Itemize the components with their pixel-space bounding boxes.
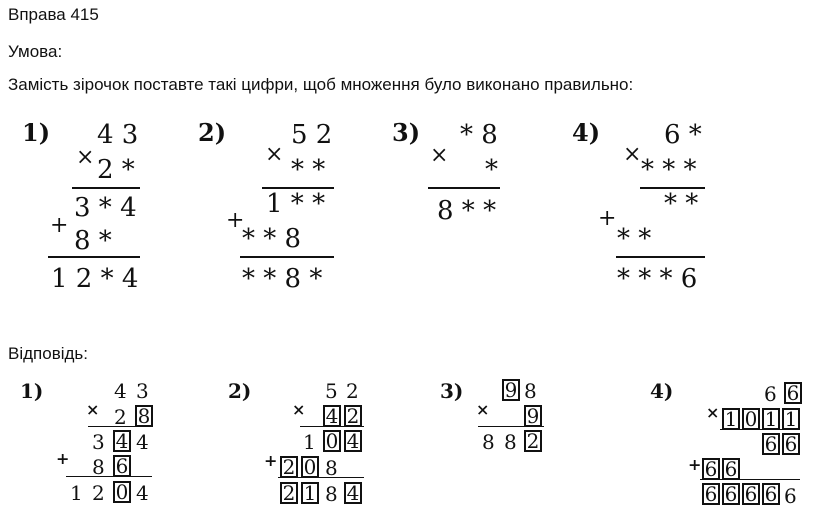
result-line <box>66 476 152 477</box>
given-digit: 5 <box>325 379 338 403</box>
plus-sign: + <box>56 449 70 468</box>
problem-row: 6 * <box>664 120 702 150</box>
multiply-sign: × <box>706 403 720 422</box>
filled-digit-box: 0 <box>301 456 319 478</box>
filled-digit-box: 8 <box>135 405 153 427</box>
problem-row: * * * 6 <box>617 264 698 294</box>
problem-number: 3) <box>392 118 421 147</box>
filled-digit-box: 6 <box>762 483 780 505</box>
plus-sign: + <box>50 213 69 238</box>
given-digit: 4 <box>136 481 149 505</box>
problem-number: 4) <box>572 118 601 147</box>
filled-digit-box: 9 <box>502 379 520 401</box>
given-digit: 8 <box>92 455 105 479</box>
plus-sign: + <box>598 206 617 231</box>
result-line <box>72 187 140 189</box>
plus-sign: + <box>226 208 245 233</box>
filled-digit-box: 1 <box>762 408 780 430</box>
filled-digit-box: 6 <box>722 458 740 480</box>
result-line <box>48 256 140 258</box>
multiply-sign: × <box>265 142 284 167</box>
plus-sign: + <box>688 455 702 474</box>
filled-digit-box: 4 <box>113 430 131 452</box>
filled-digit-box: 9 <box>524 405 542 427</box>
given-digit: 1 <box>303 430 316 454</box>
answer-number: 2) <box>228 379 252 403</box>
result-line <box>262 187 334 189</box>
filled-digit-box: 2 <box>280 456 298 478</box>
given-digit: 8 <box>504 430 517 454</box>
problem-row: 8 * * <box>437 196 497 226</box>
given-digit: 2 <box>114 405 127 429</box>
problem-row: * * * <box>641 155 697 185</box>
result-line <box>278 477 364 478</box>
filled-digit-box: 6 <box>702 483 720 505</box>
given-digit: 8 <box>524 379 537 403</box>
given-digit: 4 <box>114 379 127 403</box>
filled-digit-box: 6 <box>722 483 740 505</box>
given-digit: 4 <box>136 430 149 454</box>
given-digit: 6 <box>784 484 797 508</box>
problem-row: 1 * * <box>266 189 326 219</box>
problem-row: 3 * 4 <box>74 193 137 223</box>
answer-number: 1) <box>20 379 44 403</box>
problem-row: * * 8 <box>242 224 302 254</box>
multiply-sign: × <box>623 142 642 167</box>
multiply-sign: × <box>476 400 490 419</box>
filled-digit-box: 6 <box>782 433 800 455</box>
given-digit: 8 <box>482 430 495 454</box>
problem-row: * 8 <box>460 120 498 150</box>
filled-digit-box: 6 <box>762 433 780 455</box>
plus-sign: + <box>264 451 278 470</box>
filled-digit-box: 2 <box>280 482 298 504</box>
given-digit: 3 <box>136 379 149 403</box>
result-line <box>700 479 800 480</box>
given-digit: 3 <box>92 430 105 454</box>
problem-row: * <box>485 155 498 185</box>
filled-digit-box: 6 <box>742 483 760 505</box>
exercise-title: Вправа 415 <box>8 5 99 24</box>
result-line <box>428 187 500 189</box>
problem-row: 5 2 <box>291 120 333 150</box>
answer-number: 4) <box>650 379 674 403</box>
filled-digit-box: 6 <box>702 458 720 480</box>
given-digit: 8 <box>325 482 338 506</box>
given-digit: 6 <box>764 382 777 406</box>
filled-digit-box: 2 <box>524 430 542 452</box>
result-line <box>616 256 705 258</box>
result-line <box>240 256 334 258</box>
problem-row: * * 8 * <box>242 264 323 294</box>
filled-digit-box: 2 <box>344 405 362 427</box>
result-line <box>720 429 800 430</box>
filled-digit-box: 4 <box>344 430 362 452</box>
filled-digit-box: 0 <box>742 408 760 430</box>
filled-digit-box: 0 <box>323 430 341 452</box>
filled-digit-box: 6 <box>784 382 802 404</box>
filled-digit-box: 1 <box>722 408 740 430</box>
result-line <box>88 426 152 427</box>
filled-digit-box: 1 <box>301 482 319 504</box>
result-line <box>640 187 705 189</box>
multiply-sign: × <box>86 400 100 419</box>
filled-digit-box: 4 <box>323 405 341 427</box>
condition-label: Умова: <box>8 42 63 61</box>
problem-number: 2) <box>198 118 227 147</box>
given-digit: 8 <box>325 456 338 480</box>
problem-row: 4 3 <box>97 120 139 150</box>
multiply-sign: × <box>430 143 449 168</box>
answer-label: Відповідь: <box>8 344 89 363</box>
result-line <box>478 426 544 427</box>
given-digit: 2 <box>346 379 359 403</box>
filled-digit-box: 1 <box>782 408 800 430</box>
problem-row: * * <box>664 189 699 219</box>
task-text: Замість зірочок поставте такі цифри, щоб множення було виконано правильно: <box>8 75 634 94</box>
filled-digit-box: 6 <box>113 455 131 477</box>
problem-row: 2 * <box>97 155 135 185</box>
answer-number: 3) <box>440 379 464 403</box>
filled-digit-box: 4 <box>344 482 362 504</box>
problem-row: 8 * <box>74 226 112 256</box>
problem-number: 1) <box>22 118 51 147</box>
given-digit: 1 <box>70 481 83 505</box>
filled-digit-box: 0 <box>113 481 131 503</box>
multiply-sign: × <box>76 145 95 170</box>
multiply-sign: × <box>292 400 306 419</box>
problem-row: 1 2 * 4 <box>51 264 139 294</box>
problem-row: * * <box>291 155 326 185</box>
result-line <box>300 426 364 427</box>
problem-row: * * <box>617 224 652 254</box>
given-digit: 2 <box>92 481 105 505</box>
